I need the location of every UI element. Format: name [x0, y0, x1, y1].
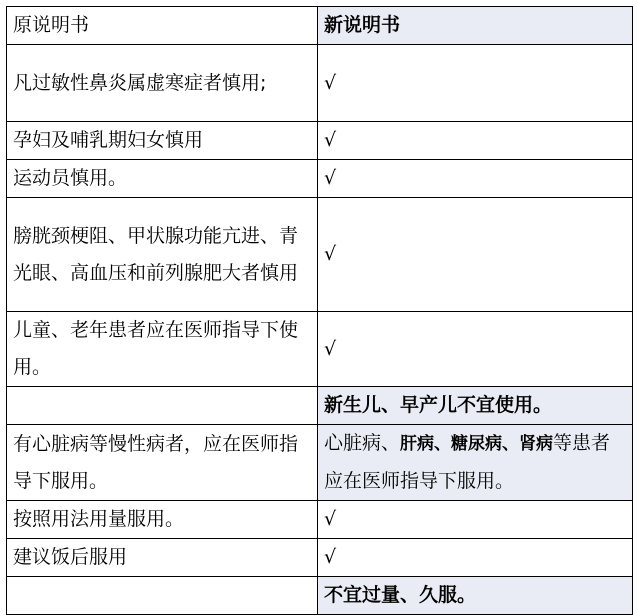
new-cell-part-bold: 糖尿病、 [451, 434, 520, 454]
new-cell [318, 425, 633, 501]
table-row [7, 160, 633, 198]
new-cell: √ [318, 160, 633, 198]
original-cell: 膀胱颈梗阻、甲状腺功能亢进、青光眼、高血压和前列腺肥大者慎用 [7, 198, 318, 312]
new-cell: √ [318, 122, 633, 160]
table-row [7, 122, 633, 160]
new-cell: √ [318, 312, 633, 387]
new-cell-part-bold: 肾病 [519, 434, 554, 454]
table-row [7, 577, 633, 615]
new-cell-part: 心脏病、 [324, 432, 401, 454]
new-cell: √ [318, 501, 633, 539]
original-cell: 有心脏病等慢性病者，应在医师指导下服用。 [7, 425, 318, 501]
header-new: 新说明书 [318, 7, 633, 45]
new-cell-part-bold: 肝病、 [400, 434, 452, 454]
new-cell-part: 等患者应在医师指导下服用。 [324, 432, 611, 492]
new-cell: 新生儿、早产儿不宜使用。 [318, 387, 633, 425]
table-row [7, 425, 633, 501]
original-cell-empty [7, 387, 318, 425]
table-row [7, 312, 633, 387]
new-cell: √ [318, 198, 633, 312]
table-row [7, 387, 633, 425]
table-row [7, 198, 633, 312]
comparison-table [6, 6, 633, 615]
header-original: 原说明书 [7, 7, 318, 45]
original-cell: 运动员慎用。 [7, 160, 318, 198]
original-cell: 儿童、老年患者应在医师指导下使用。 [7, 312, 318, 387]
original-cell: 按照用法用量服用。 [7, 501, 318, 539]
new-cell: √ [318, 539, 633, 577]
table-row [7, 45, 633, 122]
header-row [7, 7, 633, 45]
original-cell-empty [7, 577, 318, 615]
new-cell: √ [318, 45, 633, 122]
table-row [7, 539, 633, 577]
table-row [7, 501, 633, 539]
original-cell: 孕妇及哺乳期妇女慎用 [7, 122, 318, 160]
new-cell: 不宜过量、久服。 [318, 577, 633, 615]
original-cell: 凡过敏性鼻炎属虚寒症者慎用; [7, 45, 318, 122]
original-cell: 建议饭后服用 [7, 539, 318, 577]
